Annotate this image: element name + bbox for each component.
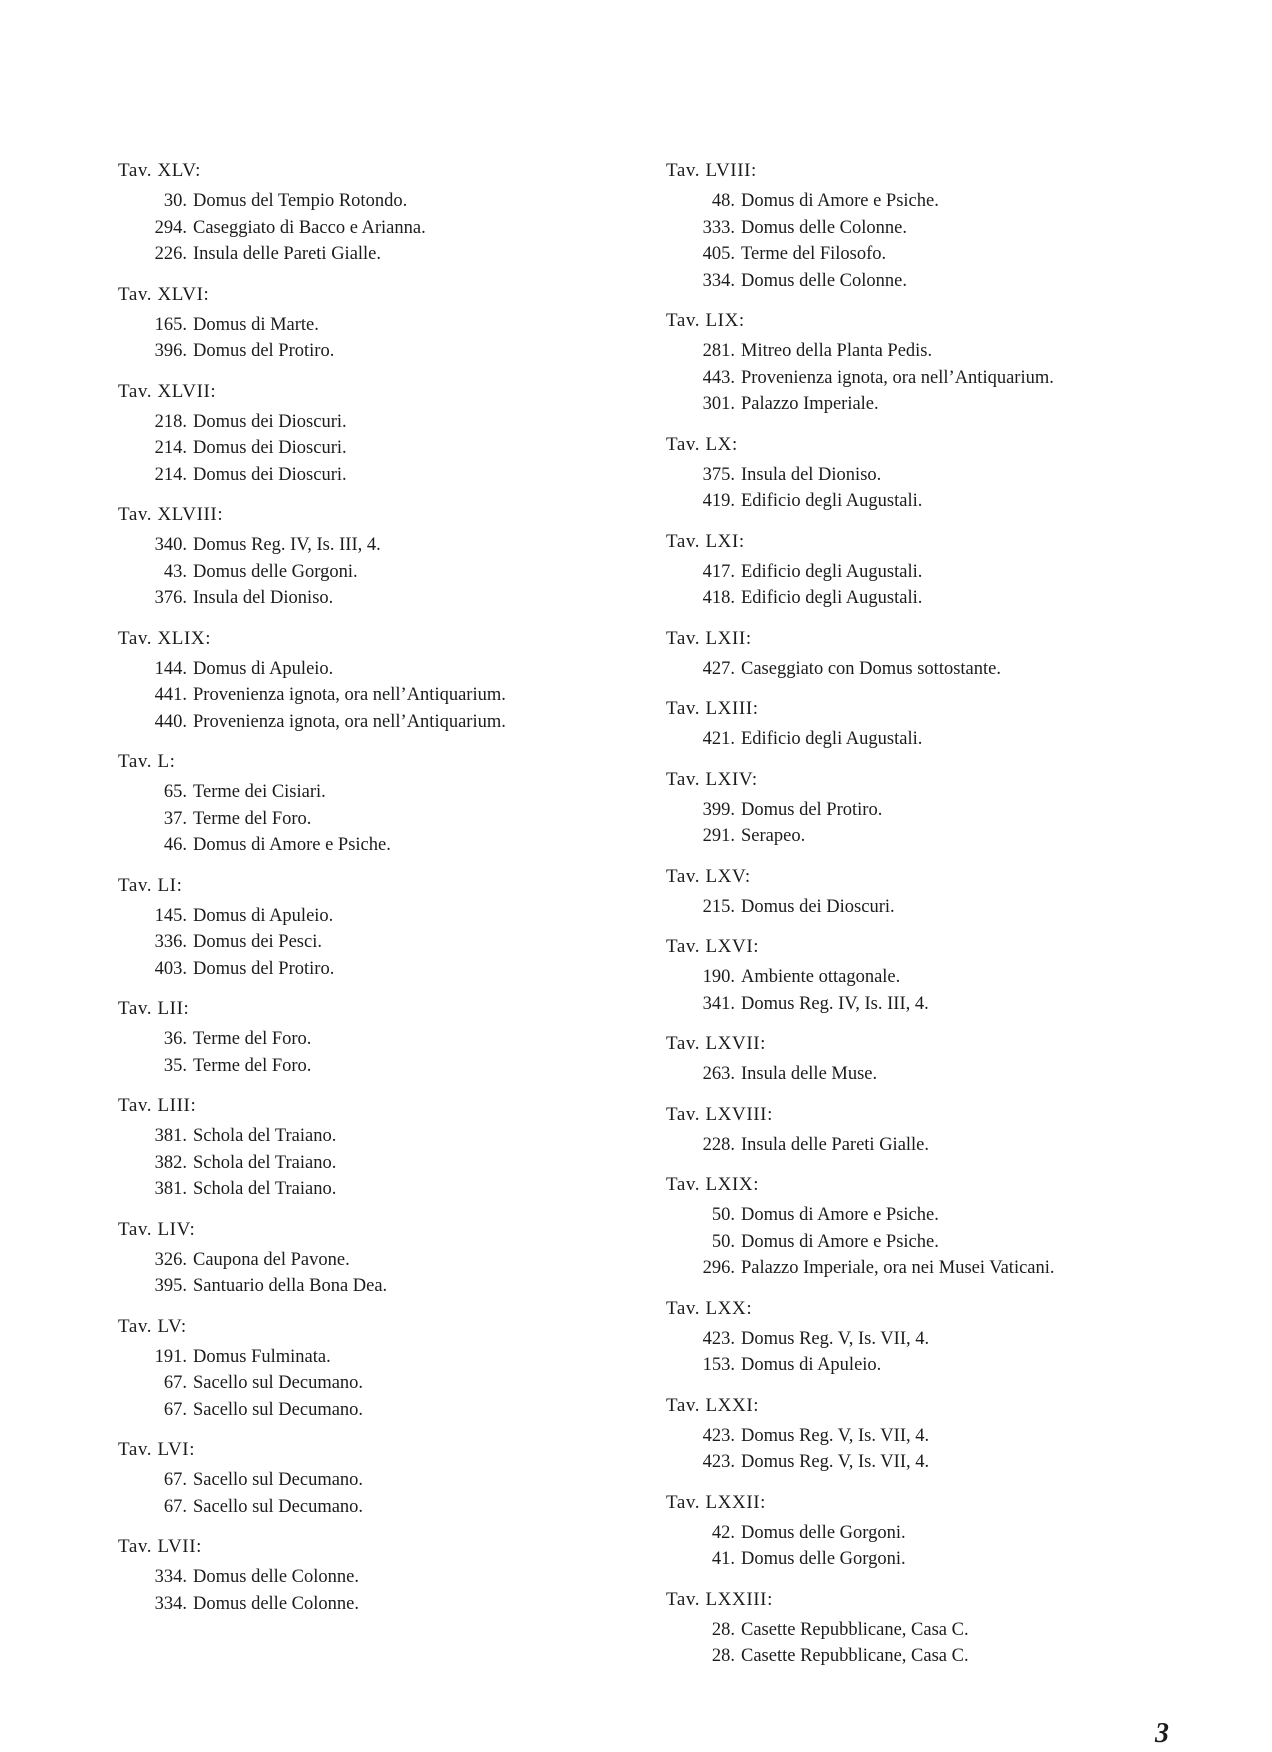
entry-location: Sacello sul Decumano.: [193, 1496, 364, 1517]
plate-block: [666, 934, 1226, 1017]
plate-entry: [666, 964, 1226, 991]
plate-entry: [666, 338, 1226, 365]
plate-heading: Tav. LV:: [118, 1315, 187, 1337]
plate-heading: Tav. LXV:: [666, 865, 751, 887]
plate-entry: [118, 435, 638, 462]
plate-entry: [666, 726, 1226, 753]
plate-heading: Tav. XLIX:: [118, 627, 212, 649]
entry-location: Domus di Amore e Psiche.: [741, 191, 939, 211]
plate-block: [666, 1587, 1226, 1670]
entry-number: 48.: [711, 191, 735, 211]
plate-entry: [666, 1643, 1226, 1670]
entry-location: Insula del Dioniso.: [741, 464, 882, 485]
plate-block: [666, 626, 1226, 683]
plate-heading: Tav. LXVIII:: [666, 1103, 773, 1125]
entry-number: 65.: [163, 782, 187, 802]
entry-number: 67.: [163, 1470, 187, 1490]
entry-location: Domus delle Gorgoni.: [193, 561, 358, 582]
plate-heading: Tav. XLVI:: [118, 283, 210, 305]
entry-location: Domus del Protiro.: [193, 958, 335, 979]
plate-block: [118, 282, 638, 365]
entry-location: Insula delle Pareti Gialle.: [741, 1134, 930, 1155]
plate-heading: Tav. XLVII:: [118, 380, 217, 402]
entry-location: Provenienza ignota, ora nell’Antiquarium.: [741, 367, 1054, 388]
plate-entry: [118, 1053, 638, 1080]
entry-location: Casette Repubblicane, Casa C.: [741, 1619, 969, 1640]
plate-entry: [666, 1617, 1226, 1644]
entry-number: 218.: [154, 411, 187, 432]
plate-entry: [666, 1423, 1226, 1450]
entry-location: Serapeo.: [741, 826, 806, 846]
plate-block: [666, 696, 1226, 753]
left-column: [118, 158, 638, 1631]
entry-location: Palazzo Imperiale.: [741, 394, 879, 414]
entry-number: 336.: [154, 932, 187, 952]
plate-entry: [118, 1123, 638, 1150]
plate-entry: [666, 365, 1226, 392]
plate-entry: [118, 1494, 638, 1521]
plate-heading: Tav. LIX:: [666, 310, 745, 331]
entry-number: 294.: [154, 217, 187, 238]
plate-entry: [118, 585, 638, 612]
entry-location: Mitreo della Planta Pedis.: [741, 341, 933, 361]
entry-location: Terme del Foro.: [193, 808, 312, 829]
entry-number: 334.: [702, 270, 735, 291]
entry-number: 46.: [163, 835, 187, 855]
plate-block: [118, 873, 638, 983]
entry-number: 28.: [711, 1646, 735, 1666]
entry-location: Schola del Traiano.: [193, 1152, 337, 1173]
plate-entry: [666, 1449, 1226, 1476]
entry-number: 418.: [702, 588, 735, 608]
plate-entry: [118, 1370, 638, 1397]
entry-location: Domus di Apuleio.: [741, 1355, 882, 1375]
entry-number: 50.: [711, 1231, 735, 1252]
entry-location: Schola del Traiano.: [193, 1179, 337, 1199]
plate-entry: [118, 1397, 638, 1424]
entry-location: Domus delle Gorgoni.: [741, 1549, 906, 1569]
entry-location: Edificio degli Augustali.: [741, 729, 923, 749]
entry-location: Domus di Marte.: [193, 314, 319, 335]
plate-heading: Tav. LVIII:: [666, 160, 757, 181]
entry-location: Sacello sul Decumano.: [193, 1373, 364, 1393]
plate-entry: [118, 241, 638, 268]
entry-location: Domus Reg. V, Is. VII, 4.: [741, 1328, 930, 1349]
entry-number: 291.: [702, 826, 735, 846]
entry-location: Santuario della Bona Dea.: [193, 1276, 388, 1296]
entry-number: 30.: [163, 191, 187, 211]
plate-entry: [666, 1520, 1226, 1547]
entry-location: Domus delle Colonne.: [741, 270, 907, 291]
entry-location: Caupona del Pavone.: [193, 1249, 350, 1270]
plate-entry: [666, 559, 1226, 586]
entry-location: Domus dei Pesci.: [193, 932, 322, 952]
entry-number: 263.: [702, 1064, 735, 1084]
plate-block: [666, 1031, 1226, 1088]
entry-number: 42.: [711, 1522, 735, 1543]
plate-entry: [118, 462, 638, 489]
entry-number: 145.: [154, 905, 187, 926]
plate-entry: [666, 1326, 1226, 1353]
entry-number: 36.: [163, 1029, 187, 1049]
plate-block: [118, 749, 638, 859]
plate-heading: Tav. LI:: [118, 874, 183, 896]
entry-location: Domus del Protiro.: [741, 799, 883, 820]
entry-location: Domus del Protiro.: [193, 341, 335, 361]
entry-number: 381.: [154, 1126, 187, 1146]
plate-entry: [666, 1132, 1226, 1159]
right-column: [666, 158, 1226, 1684]
entry-number: 443.: [702, 367, 735, 388]
entry-number: 191.: [154, 1346, 187, 1367]
plate-entry: [666, 215, 1226, 242]
entry-number: 423.: [702, 1452, 735, 1472]
plate-entry: [118, 779, 638, 806]
plate-entry: [118, 832, 638, 859]
plate-entry: [118, 1150, 638, 1177]
plate-entry: [666, 488, 1226, 515]
plate-entry: [118, 682, 638, 709]
entry-number: 165.: [154, 314, 187, 335]
plate-entry: [118, 1344, 638, 1371]
plate-block: [666, 158, 1226, 294]
plate-heading: Tav. LVI:: [118, 1439, 196, 1460]
entry-location: Domus dei Dioscuri.: [193, 438, 347, 458]
entry-location: Terme del Foro.: [193, 1055, 312, 1076]
entry-number: 419.: [702, 491, 735, 511]
plate-entry: [666, 1255, 1226, 1282]
plate-entry: [666, 1352, 1226, 1379]
entry-number: 417.: [702, 561, 735, 582]
entry-number: 67.: [163, 1496, 187, 1517]
entry-number: 440.: [154, 711, 187, 732]
entry-location: Insula del Dioniso.: [193, 588, 334, 608]
plate-block: [666, 767, 1226, 850]
entry-location: Domus del Tempio Rotondo.: [193, 191, 408, 211]
plate-heading: Tav. LXIX:: [666, 1174, 760, 1195]
plate-entry: [666, 462, 1226, 489]
entry-number: 381.: [154, 1179, 187, 1199]
plate-heading: Tav. LXIV:: [666, 768, 758, 790]
entry-location: Schola del Traiano.: [193, 1126, 337, 1146]
plate-entry: [118, 1176, 638, 1203]
entry-number: 341.: [702, 993, 735, 1014]
entry-location: Domus di Amore e Psiche.: [741, 1205, 939, 1225]
plate-entry: [118, 338, 638, 365]
entry-number: 340.: [154, 535, 187, 555]
entry-number: 190.: [702, 967, 735, 987]
plate-heading: Tav. LXIII:: [666, 698, 759, 719]
plate-entry: [118, 806, 638, 833]
entry-number: 41.: [711, 1549, 735, 1569]
plate-entry: [118, 956, 638, 983]
entry-location: Domus Reg. V, Is. VII, 4.: [741, 1425, 930, 1446]
entry-number: 301.: [702, 394, 735, 414]
plate-block: [666, 1102, 1226, 1159]
plate-entry: [666, 585, 1226, 612]
plate-block: [118, 1217, 638, 1300]
entry-location: Domus delle Gorgoni.: [741, 1522, 906, 1543]
entry-location: Edificio degli Augustali.: [741, 561, 923, 582]
plate-entry: [666, 241, 1226, 268]
entry-number: 214.: [154, 438, 187, 458]
entry-location: Terme del Foro.: [193, 1029, 312, 1049]
entry-number: 403.: [154, 958, 187, 979]
entry-number: 376.: [154, 588, 187, 608]
entry-number: 43.: [163, 561, 187, 582]
entry-location: Domus delle Colonne.: [741, 217, 907, 238]
plate-entry: [666, 1546, 1226, 1573]
entry-location: Domus dei Dioscuri.: [193, 464, 347, 485]
entry-location: Provenienza ignota, ora nell’Antiquarium.: [193, 685, 506, 705]
plate-heading: Tav. XLVIII:: [118, 504, 224, 525]
entry-location: Domus di Amore e Psiche.: [741, 1231, 939, 1252]
entry-number: 37.: [163, 808, 187, 829]
plate-entry: [666, 1229, 1226, 1256]
entry-location: Insula delle Pareti Gialle.: [193, 244, 382, 264]
plate-block: [666, 308, 1226, 418]
plate-block: [666, 432, 1226, 515]
plate-heading: Tav. XLV:: [118, 160, 202, 181]
entry-number: 423.: [702, 1328, 735, 1349]
entry-number: 50.: [711, 1205, 735, 1225]
plate-heading: Tav. LXVII:: [666, 1033, 767, 1054]
entry-location: Domus di Apuleio.: [193, 905, 334, 926]
plate-entry: [666, 268, 1226, 295]
plate-entry: [666, 991, 1226, 1018]
plate-entry: [118, 1591, 638, 1618]
entry-location: Casette Repubblicane, Casa C.: [741, 1646, 969, 1666]
plate-block: [666, 529, 1226, 612]
entry-number: 399.: [702, 799, 735, 820]
entry-location: Domus dei Dioscuri.: [741, 896, 895, 917]
entry-location: Domus Reg. IV, Is. III, 4.: [741, 993, 929, 1014]
plate-heading: Tav. LXXII:: [666, 1491, 767, 1513]
entry-number: 296.: [702, 1258, 735, 1278]
plate-block: [118, 1534, 638, 1617]
plate-entry: [666, 894, 1226, 921]
entry-number: 405.: [702, 244, 735, 264]
entry-number: 28.: [711, 1619, 735, 1640]
entry-location: Terme dei Cisiari.: [193, 782, 326, 802]
plate-block: [118, 1437, 638, 1520]
plate-entry: [118, 409, 638, 436]
plate-heading: Tav. LXXI:: [666, 1394, 760, 1416]
plate-block: [118, 158, 638, 268]
entry-number: 215.: [702, 896, 735, 917]
plate-block: [666, 1172, 1226, 1282]
entry-number: 214.: [154, 464, 187, 485]
plate-entry: [118, 1273, 638, 1300]
entry-number: 423.: [702, 1425, 735, 1446]
plate-entry: [118, 709, 638, 736]
plate-block: [118, 1093, 638, 1203]
entry-number: 228.: [702, 1134, 735, 1155]
entry-location: Sacello sul Decumano.: [193, 1399, 364, 1420]
plate-heading: Tav. L:: [118, 751, 176, 772]
entry-location: Domus dei Dioscuri.: [193, 411, 347, 432]
entry-number: 334.: [154, 1593, 187, 1614]
plate-entry: [118, 532, 638, 559]
entry-number: 67.: [163, 1373, 187, 1393]
page-number: 3: [1155, 1718, 1169, 1749]
entry-number: 226.: [154, 244, 187, 264]
plate-heading: Tav. LXI:: [666, 530, 745, 552]
entry-number: 334.: [154, 1567, 187, 1587]
plate-entry: [666, 188, 1226, 215]
plate-block: [666, 1490, 1226, 1573]
entry-location: Domus di Amore e Psiche.: [193, 835, 391, 855]
entry-location: Domus delle Colonne.: [193, 1567, 359, 1587]
plate-entry: [666, 823, 1226, 850]
plate-block: [118, 502, 638, 612]
entry-location: Domus Fulminata.: [193, 1346, 331, 1367]
plate-entry: [666, 797, 1226, 824]
plate-entry: [666, 1061, 1226, 1088]
plate-block: [118, 626, 638, 736]
plate-entry: [118, 188, 638, 215]
plate-entry: [118, 215, 638, 242]
entry-location: Terme del Filosofo.: [741, 244, 887, 264]
plate-heading: Tav. LXVI:: [666, 936, 760, 957]
plate-block: [666, 864, 1226, 921]
plate-heading: Tav. LVII:: [118, 1536, 202, 1557]
entry-number: 144.: [154, 658, 187, 679]
plate-entry: [118, 312, 638, 339]
entry-location: Domus Reg. V, Is. VII, 4.: [741, 1452, 930, 1472]
plate-block: [118, 1314, 638, 1424]
plate-entry: [118, 1026, 638, 1053]
plate-block: [118, 996, 638, 1079]
entry-number: 333.: [702, 217, 735, 238]
plate-entry: [666, 391, 1226, 418]
plate-block: [666, 1296, 1226, 1379]
plate-entry: [118, 1247, 638, 1274]
entry-location: Domus di Apuleio.: [193, 658, 334, 679]
entry-location: Caseggiato con Domus sottostante.: [741, 658, 1001, 679]
entry-number: 395.: [154, 1276, 187, 1296]
plate-block: [118, 379, 638, 489]
entry-location: Edificio degli Augustali.: [741, 491, 923, 511]
plate-heading: Tav. LIV:: [118, 1218, 196, 1240]
plate-entry: [118, 1467, 638, 1494]
plate-heading: Tav. LX:: [666, 433, 738, 455]
plate-heading: Tav. LIII:: [118, 1095, 197, 1116]
entry-number: 153.: [702, 1355, 735, 1375]
entry-number: 281.: [702, 341, 735, 361]
entry-location: Domus Reg. IV, Is. III, 4.: [193, 535, 381, 555]
entry-location: Ambiente ottagonale.: [741, 967, 901, 987]
plate-entry: [118, 1564, 638, 1591]
plate-entry: [118, 929, 638, 956]
entry-number: 427.: [702, 658, 735, 679]
plate-heading: Tav. LXX:: [666, 1297, 753, 1319]
plate-entry: [118, 559, 638, 586]
entry-location: Edificio degli Augustali.: [741, 588, 923, 608]
entry-number: 421.: [702, 729, 735, 749]
plate-block: [666, 1393, 1226, 1476]
entry-location: Insula delle Muse.: [741, 1064, 878, 1084]
entry-number: 375.: [702, 464, 735, 485]
plate-entry: [666, 656, 1226, 683]
entry-location: Palazzo Imperiale, ora nei Musei Vaticani.: [741, 1258, 1055, 1278]
entry-number: 326.: [154, 1249, 187, 1270]
entry-number: 67.: [163, 1399, 187, 1420]
plate-entry: [666, 1202, 1226, 1229]
plate-heading: Tav. LXXIII:: [666, 1588, 773, 1610]
entry-number: 35.: [163, 1055, 187, 1076]
entry-number: 441.: [154, 685, 187, 705]
plate-heading: Tav. LXII:: [666, 627, 752, 649]
plate-entry: [118, 656, 638, 683]
plate-heading: Tav. LII:: [118, 998, 190, 1019]
plate-entry: [118, 903, 638, 930]
entry-number: 396.: [154, 341, 187, 361]
entry-location: Provenienza ignota, ora nell’Antiquarium.: [193, 711, 506, 732]
entry-location: Caseggiato di Bacco e Arianna.: [193, 217, 426, 238]
entry-location: Domus delle Colonne.: [193, 1593, 359, 1614]
entry-number: 382.: [154, 1152, 187, 1173]
entry-location: Sacello sul Decumano.: [193, 1470, 364, 1490]
